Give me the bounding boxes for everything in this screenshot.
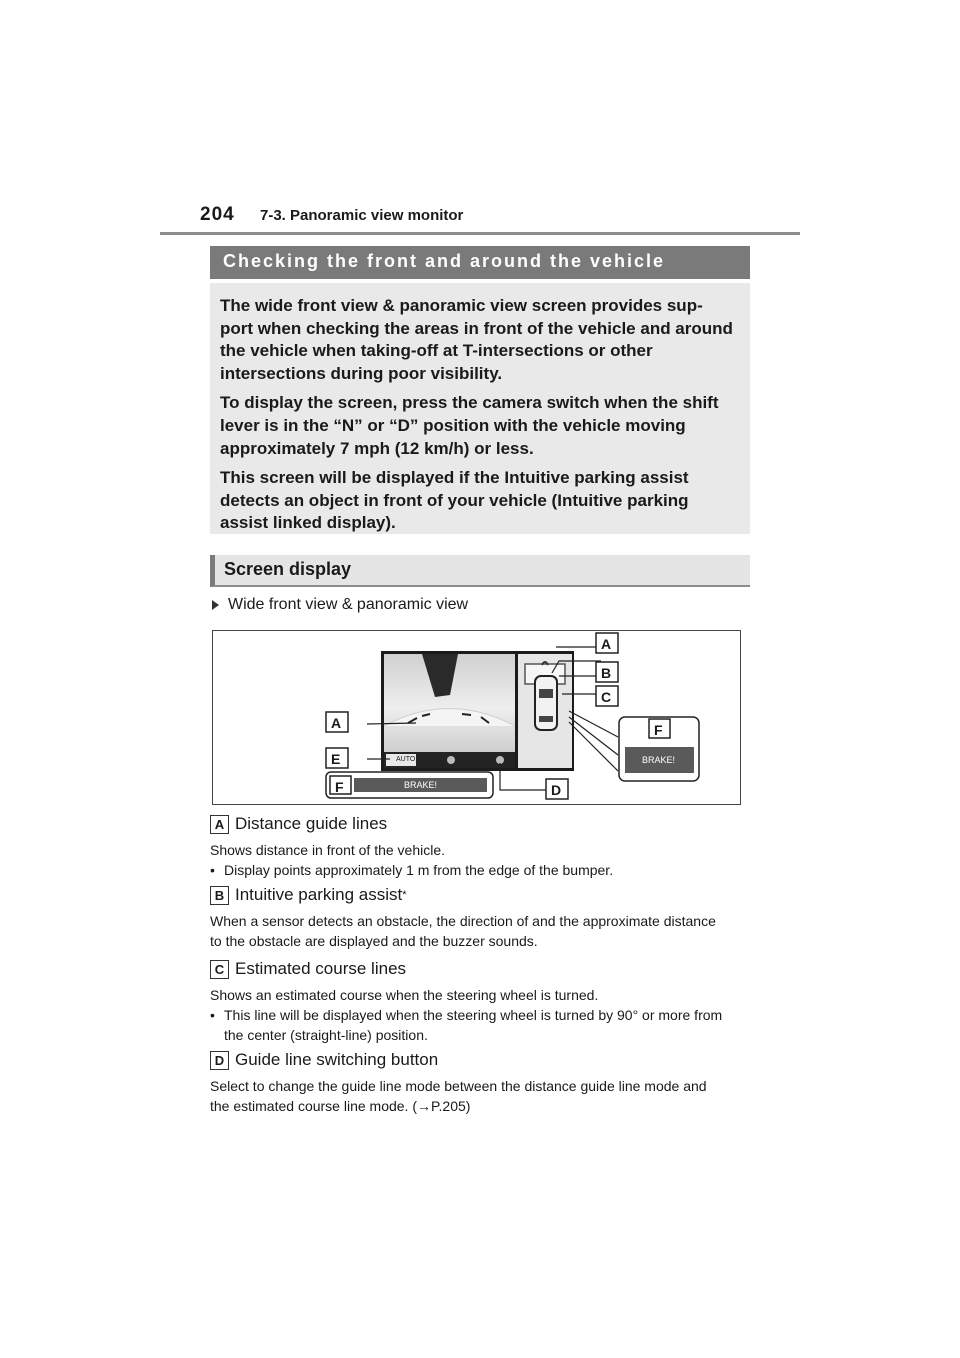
header-rule [160, 232, 800, 235]
view-bullet-text: Wide front view & panoramic view [228, 596, 469, 613]
intro-paragraph: To display the screen, press the camera switch when the shift lever is in the “N” or “D” position with the vehicle moving approximately 7 mph (12 km/h) or less. [220, 393, 719, 458]
callout-e: E [331, 751, 341, 767]
sub-heading: Screen display [224, 559, 352, 579]
switch-icon [496, 756, 504, 764]
item-b [210, 885, 770, 951]
main-heading-bar [210, 246, 750, 279]
intro-paragraph: The wide front view & panoramic view screen provides sup- port when checking the areas in front of the vehicle and around the vehicle when taking-off at T-intersections or other intersections during poor visibility. [220, 296, 733, 383]
brake-label-bottom: BRAKE! [404, 780, 438, 790]
item-title: Estimated course lines [235, 959, 407, 978]
callout-a-top: A [601, 636, 612, 652]
brake-label-right: BRAKE! [642, 755, 676, 765]
letter-box: D [210, 1051, 229, 1070]
monitor-illustration [213, 631, 742, 806]
callout-c: C [601, 689, 612, 705]
callout-d: D [551, 782, 562, 798]
item-c [210, 959, 770, 1045]
page-number: 204 [200, 204, 235, 225]
item-text: Shows distance in front of the vehicle. [210, 842, 446, 858]
item-bullet: Display points approximately 1 m from the edge of the bumper. [224, 862, 614, 878]
sub-heading-bar [210, 555, 750, 587]
auto-label: AUTO [396, 756, 416, 763]
item-d [210, 1050, 770, 1116]
main-heading: Checking the front and around the vehicle [223, 251, 666, 271]
letter-box: C [210, 960, 229, 979]
page-header [200, 204, 463, 226]
footnote-star: * [402, 889, 407, 901]
callout-f-bottom: F [335, 779, 344, 795]
bullet-mark: • [210, 862, 215, 878]
item-title: Guide line switching button [235, 1050, 439, 1069]
item-title: Intuitive parking assist [235, 885, 403, 904]
item-text: Shows an estimated course when the steering wheel is turned. [210, 987, 599, 1003]
bullet-mark: • [210, 1007, 215, 1023]
triangle-bullet-icon [212, 600, 219, 610]
sensor-icon [447, 756, 455, 764]
intro-box [210, 283, 750, 534]
callout-b: B [601, 665, 612, 681]
item-title: Distance guide lines [235, 814, 388, 833]
callout-a-left: A [331, 715, 342, 731]
intro-paragraph: This screen will be displayed if the Intuitive parking assist detects an object in front of your vehicle (Intuitive parking assist linked display). [220, 468, 689, 533]
item-a [210, 814, 770, 880]
view-bullet [212, 596, 468, 614]
section-title: 7-3. Panoramic view monitor [260, 207, 464, 224]
item-text: When a sensor detects an obstacle, the direction of and the approximate distance to the obstacle are displayed and the buzzer sounds. [210, 913, 716, 949]
item-text: Select to change the guide line mode between the distance guide line mode and the estimated course line mode. (→P.205) [210, 1078, 707, 1114]
callout-f-right: F [654, 722, 663, 738]
letter-box: A [210, 815, 229, 834]
screen-display-figure [212, 630, 741, 805]
item-bullet: This line will be displayed when the steering wheel is turned by 90° or more from the center (straight-line) position. [224, 1007, 723, 1043]
letter-box: B [210, 886, 229, 905]
